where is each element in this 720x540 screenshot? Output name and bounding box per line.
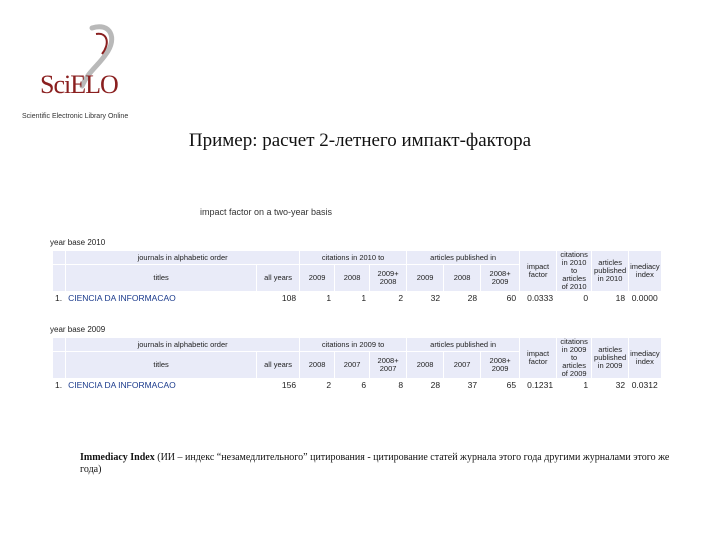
immediacy-note [80, 452, 680, 476]
header-blank [53, 251, 65, 264]
col-all-years: all years [257, 265, 299, 291]
group-header-articles: articles published in [407, 251, 519, 264]
col-citation-year: 2008 [300, 352, 334, 378]
cell-articles-published: 32 [592, 379, 628, 391]
cell-citations-to-articles: 0 [557, 292, 591, 304]
year-base-label-2: year base 2009 [50, 325, 106, 334]
col-impact-factor: impact factor [520, 251, 556, 291]
cell-impact-factor: 0.1231 [520, 379, 556, 391]
group-header-articles: articles published in [407, 338, 519, 351]
col-all-years: all years [257, 352, 299, 378]
cell-immediacy-index: 0.0000 [629, 292, 661, 304]
col-citations-to-articles: citations in 2010 to articles of 2010 [557, 251, 591, 291]
group-header-citations: citations in 2010 to [300, 251, 406, 264]
table-row [53, 379, 661, 391]
col-citations-to-articles: citations in 2009 to articles of 2009 [557, 338, 591, 378]
cell-citations-sum: 2 [370, 292, 406, 304]
header-blank [53, 265, 65, 291]
col-article-year: 2008 [444, 265, 480, 291]
cell-articles-sum: 60 [481, 292, 519, 304]
col-article-sum: 2008+ 2009 [481, 352, 519, 378]
logo-tagline: Scientific Electronic Library Online [22, 113, 129, 120]
col-immediacy-index: imediacy index [629, 251, 661, 291]
cell-articles: 37 [444, 379, 480, 391]
cell-citations-to-articles: 1 [557, 379, 591, 391]
group-header-citations: citations in 2009 to [300, 338, 406, 351]
cell-articles-sum: 65 [481, 379, 519, 391]
col-articles-published: articles published in 2009 [592, 338, 628, 378]
note-term: Immediacy Index [80, 452, 155, 463]
cell-articles-published: 18 [592, 292, 628, 304]
journal-title-link[interactable]: CIENCIA DA INFORMACAO [66, 292, 256, 304]
col-impact-factor: impact factor [520, 338, 556, 378]
cell-articles: 28 [407, 379, 443, 391]
col-citation-sum: 2009+ 2008 [370, 265, 406, 291]
cell-citations: 6 [335, 379, 369, 391]
note-text: (ИИ – индекс “незамедлительного” цитирования - цитирование статей журнала этого года другими журналами этого же года) [80, 452, 670, 475]
cell-articles: 28 [444, 292, 480, 304]
group-header-journals: journals in alphabetic order [66, 338, 299, 351]
header-blank [53, 352, 65, 378]
col-citation-year: 2008 [335, 265, 369, 291]
cell-all-years: 108 [257, 292, 299, 304]
col-article-year: 2008 [407, 352, 443, 378]
cell-citations: 1 [300, 292, 334, 304]
group-header-journals: journals in alphabetic order [66, 251, 299, 264]
col-article-year: 2007 [444, 352, 480, 378]
page-title: Пример: расчет 2-летнего импакт-фактора [188, 130, 532, 151]
cell-citations: 2 [300, 379, 334, 391]
journal-title-link[interactable]: CIENCIA DA INFORMACAO [66, 379, 256, 391]
impact-table-2009 [52, 337, 662, 392]
cell-citations-sum: 8 [370, 379, 406, 391]
cell-immediacy-index: 0.0312 [629, 379, 661, 391]
row-number: 1. [53, 292, 65, 304]
cell-all-years: 156 [257, 379, 299, 391]
cell-citations: 1 [335, 292, 369, 304]
scielo-logo [22, 20, 152, 120]
header-blank [53, 338, 65, 351]
col-citation-year: 2007 [335, 352, 369, 378]
logo-brand-text: SciELO [40, 70, 118, 99]
col-titles: titles [66, 265, 256, 291]
row-number: 1. [53, 379, 65, 391]
year-base-label-1: year base 2010 [50, 238, 106, 247]
cell-impact-factor: 0.0333 [520, 292, 556, 304]
col-immediacy-index: imediacy index [629, 338, 661, 378]
col-article-sum: 2008+ 2009 [481, 265, 519, 291]
cell-articles: 32 [407, 292, 443, 304]
section-subtitle: impact factor on a two-year basis [200, 207, 333, 217]
table-row [53, 292, 661, 304]
col-citation-year: 2009 [300, 265, 334, 291]
col-titles: titles [66, 352, 256, 378]
col-articles-published: articles published in 2010 [592, 251, 628, 291]
col-citation-sum: 2008+ 2007 [370, 352, 406, 378]
impact-table-2010 [52, 250, 662, 305]
col-article-year: 2009 [407, 265, 443, 291]
